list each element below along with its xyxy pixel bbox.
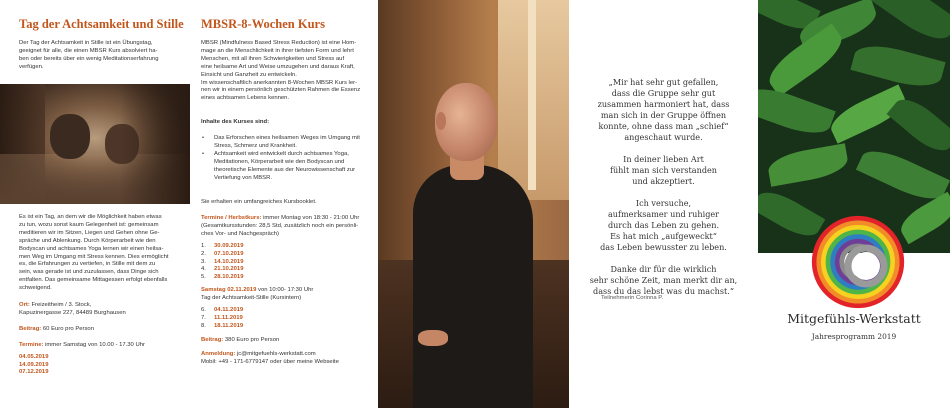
fee: Beitrag: 60 Euro pro Person [19, 325, 94, 332]
booklet-note: Sie erhalten ein umfangreiches Kursbooklet. [201, 199, 317, 205]
panel-day-of-mindfulness [0, 0, 190, 408]
mobile: Mobil: +49 - 171-6779147 oder über meine Webseite [201, 358, 339, 365]
section-title: Tag der Achtsamkeit und Stille [19, 17, 184, 31]
group-meditation-photo [0, 84, 190, 204]
dates-info: Termine: immer Samstag von 10.00 - 17.30 Uhr [19, 341, 145, 348]
contents-heading: Inhalte des Kurses sind: [201, 119, 270, 125]
date-item: 07.12.2019 [19, 369, 49, 376]
event-info: Ort: Freizeitheim / 3. Stock, Kapuzinergasse 227, 84489 Burghausen Beitrag: 60 Euro pro Person Termine: immer Samstag von 10.00 - 17.30 Uhr 04.05.2019 14.09.2019 07.12.2019 [19, 302, 181, 377]
program-subtitle: Jahresprogramm 2019 [811, 332, 897, 341]
list-item: • Das Erforschen eines heilsamen Weges im Umgang mit Stress, Schmerz und Krankheit. [201, 135, 371, 151]
body-text: Es ist ein Tag, an dem wir die Möglichkeit haben etwas zu tun, wozu sonst kaum Gelegenheit ist: gemeinsam meditieren wir im Sitzen, Liegen und Gehen ohne Ge- spräche und Ablenkung. Durch Körperarbeit wie den Bodyscan und achtsames Yoga lernen wir einen heilsa- men Weg im Umgang mit Stress kennen. Dies ermöglicht es, die Erfahrungen zu vertiefen, in Stille mit dem zu sein, was gerade ist und zuzulassen, dass Dinge sich entfalten. Das gemeinsame Mittagessen erfolgt ebenfalls schweigend. [19, 214, 169, 292]
logo-center [852, 252, 880, 280]
fee: Beitrag: 380 Euro pro Person [201, 336, 280, 343]
date-row: 7. 11.11.2019 [201, 314, 243, 321]
date-row: 1. 30.09.2019 [201, 242, 244, 249]
section-title: MBSR-8-Wochen Kurs [201, 17, 325, 31]
organization-name: Mitgefühls-Werkstatt [787, 311, 921, 326]
date-row: 2. 07.10.2019 [201, 250, 244, 257]
testimonial-author: Teilnehmerin Corinna P. [601, 295, 664, 301]
cover-panel [758, 0, 950, 408]
date-row: 3. 14.10.2019 [201, 258, 244, 265]
date-item: 14.09.2019 [19, 361, 49, 368]
intro-text: MBSR (Mindfulness Based Stress Reduction) ist eine Hom- mage an die Menschlichkeit in ihrer tiefsten Form und lehrt Menschen, mit all ihren Schwierigkeiten und Stress auf eine heilsame Art und Weise umzugehen und daraus Kraft, Einsicht und Ganzheit zu entwickeln. Im wissenschaftlich anerkannten 8-Wochen MBSR Kurs ler- nen wir in einem persönlich geschützten Rahmen die Essenz eines achtsamen Lebens kennen. [201, 40, 361, 102]
rainbow-circle-logo [810, 214, 906, 310]
date-item: 04.05.2019 [19, 353, 49, 360]
course-terms: Termine / Herbstkurs: immer Montag von 18:30 - 21:00 Uhr (Gesamtkursstunden: 28,5 Std, zusätzlich noch ein persönli- ches Vor- und Nachgespräch) 1. 30.09.2019 2. 07.10.2019 3. 14.10.2019 4. 21.10.2019 5. 28.10.2019 Samstag 02.11.2019 von 10:00- 17:30 Uhr Tag der Achtsamkeit-Stille (Kursintern) 6. 04.11.2019 7. 11.11.2019 8. 18.11.2019 Beitrag: 380 Euro pro Person Anmeldung: jc@mitgefuehls-werkstatt.com Mobil: +49 - 171-6779147 oder über meine Webseite [201, 215, 371, 367]
testimonial-panel [569, 0, 758, 408]
date-row: 6. 04.11.2019 [201, 307, 244, 314]
testimonial-quote: „Mir hat sehr gut gefallen, dass die Gruppe sehr gut zusammen harmoniert hat, dass man sich in der Gruppe öffnen konnte, ohne dass man „schief“ angeschaut wurde. In deiner lieben Art fühlt man sich verstanden und akzeptiert. Ich versuche, aufmerksamer und ruhiger durch das Leben zu gehen. Es hat mich „aufgeweckt“ das Leben bewusster zu leben. Danke dir für die wirklich sehr schöne Zeit, man merkt dir an, dass du das lebst was du machst.“ [589, 77, 738, 296]
panel-mbsr-course [190, 0, 378, 408]
date-row: 5. 28.10.2019 [201, 274, 244, 281]
signup: Anmeldung: jc@mitgefuehls-werkstatt.com [201, 350, 316, 357]
date-row: 4. 21.10.2019 [201, 266, 244, 273]
intro-text: Der Tag der Achtsamkeit in Stille ist ein Übungstag, geeignet für alle, die einen MBSR Kurs absolviert ha- ben oder bereits über ein wenig Meditationserfahrung verfügen. [19, 40, 159, 70]
date-row: 8. 18.11.2019 [201, 322, 244, 329]
place: Ort: Freizeitheim / 3. Stock, [19, 302, 92, 308]
meditating-man-photo [378, 0, 569, 408]
contents-list [201, 135, 371, 182]
list-item: • Achtsamkeit wird entwickelt durch achtsames Yoga, Meditationen, Körperarbeit wie den Bodyscan und theoretische Elemente aus der Neurowissenschaft zur Vertiefung von MBSR. [201, 151, 371, 183]
